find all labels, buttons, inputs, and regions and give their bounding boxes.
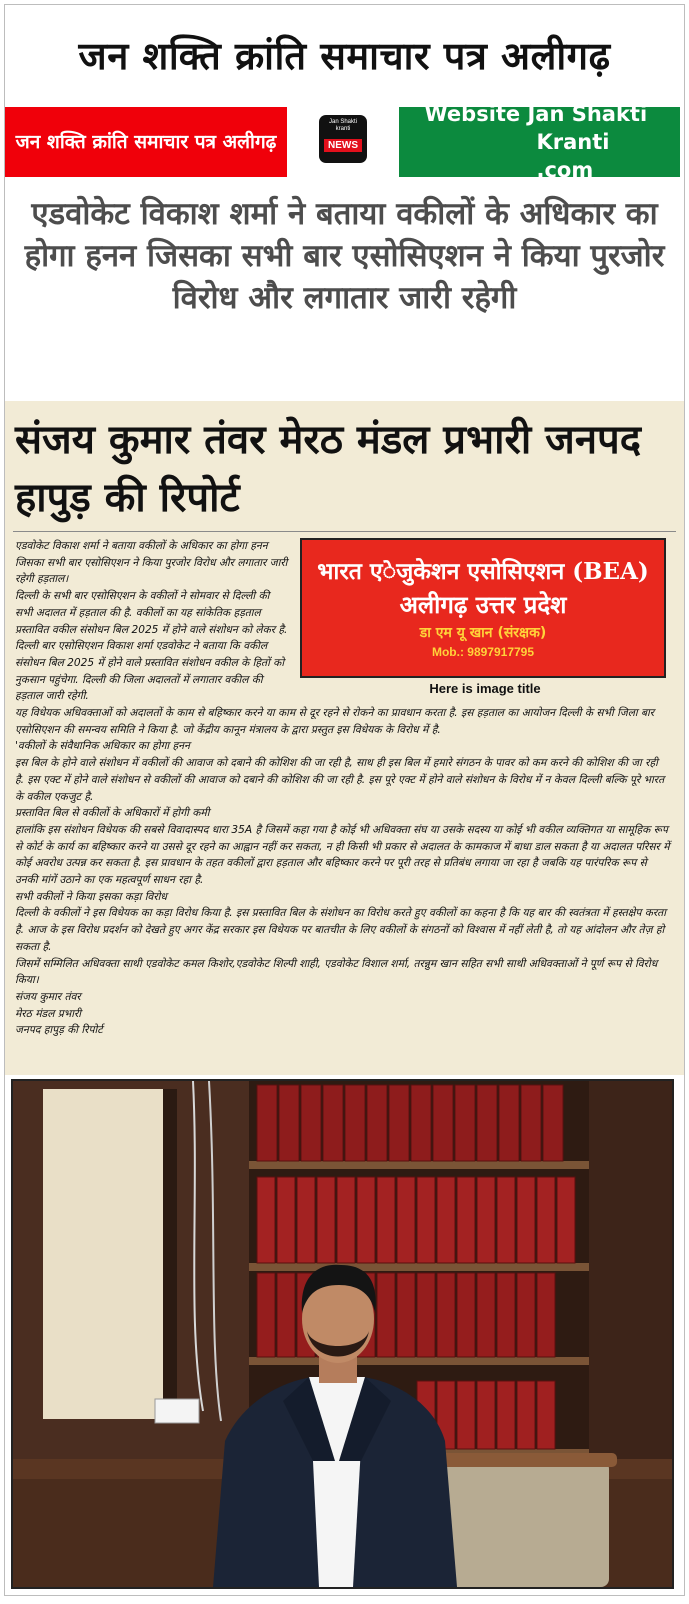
banner-line-1: भारत एेजुकेशन एसोसिएशन (BEA) [317, 558, 649, 585]
article-paragraph: दिल्ली के सभी बार एसोसिएशन के वकीलों ने सोमवार से दिल्ली की सभी अदालत में हड़ताल की है. वकीलों का यह सांकेतिक हड़ताल प्रस्तावित वकील संसोधन बिल 2025 में होने वाले संशोधन को लेकर है. दिल्ली बार एसोसिएशन विकाश शर्मा एडवोकेट ने बताया कि वकील संसोधन बिल 2025 में होने वाले प्रस्तावित संशोधन वकील के हितों को नुकसान पहुंचेगा. दिल्ली की जिला अदालतों में लगातार वकील की हड़ताल जारी रहेगी. [15, 590, 288, 703]
article-figure [300, 538, 670, 700]
logo-line-2: kranti [335, 126, 351, 132]
website-line-2: Kranti .com [536, 130, 610, 182]
article-body [15, 538, 670, 1039]
article-subheading: 'वकीलों के संवैधानिक अधिकार का होगा हनन [15, 740, 190, 753]
website-bar[interactable] [399, 102, 680, 182]
banner-line-3: डा एम यू खान (संरक्षक) [419, 625, 547, 641]
banner-line-2: अलीगढ़ उत्तर प्रदेश [399, 590, 567, 619]
advocate-photo [11, 1079, 674, 1589]
article-paragraph: इस बिल के होने वाले संशोधन में वकीलों की आवाज को दबाने की कोशिश की जा रही है, साथ ही इस बिल में हमारे संगठन के पावर को कम करने की कोशिश की जा रही है. इस एक्ट में होने वाले संशोधन से वकीलों की आवाज को दबाने की कोशिश की जा रही है. इस पूरे एक्ट में होने वाले संशोधन के विरोध में न केवल दिल्ली बल्कि पूरे भारत के वकील एकजुट है. [15, 757, 665, 803]
article-paragraph: हालांकि इस संशोधन विधेयक की सबसे विवादास्पद धारा 35A है जिसमें कहा गया है कोई भी अधिवक्ता संघ या उसके सदस्य या कोई भी वकील व्यक्तिगत या सामूहिक रूप से कोर्ट के कार्य का बहिष्कार करने या उससे दूर रहने का आह्वान नहीं कर सकता, न ही किसी भी प्रकार से अदालत के कामकाज में बाधा डाल सकता है या अदालत परिसर में कोई अवरोध उत्पन्न कर सकता है. इस प्रावधान के तहत वकीलों द्वारा हड़ताल और बहिष्कार करने पर पूरी तरह से प्रतिबंध लगाया जा रहा है जबकि यह पारंपरिक रूप से उनकी मांगें उठाने का एक महत्वपूर्ण साधन रहा है. [15, 823, 670, 887]
reporter-heading: संजय कुमार तंवर मेरठ मंडल प्रभारी जनपद हापुड़ की रिपोर्ट [15, 417, 641, 521]
signature-title: मेरठ मंडल प्रभारी [15, 1007, 82, 1020]
masthead [5, 5, 684, 105]
figure-caption: Here is image title [429, 681, 541, 696]
article-subheading: सभी वकीलों ने किया इसका कड़ा विरोध [15, 890, 167, 903]
article-paragraph: दिल्ली के वकीलों ने इस विधेयक का कड़ा विरोध किया है. इस प्रस्तावित बिल के संशोधन का विरोध करते हुए वकीलों का कहना है कि यह बार की स्वतंत्रता में हस्तक्षेप करता है. आज के इस विरोध प्रदर्शन को देखते हुए अगर केंद्र सरकार इस विधेयक पर बातचीत के लिए वकीलों के संगठनों को विश्वास में नहीं लेती है, तो यह आंदोलन और तेज़ हो सकता है. [15, 907, 666, 953]
banner-line-4: Mob.: 9897917795 [431, 645, 535, 659]
article-paragraph: एडवोकेट विकाश शर्मा ने बताया वकीलों के अधिकार का होगा हनन जिसका सभी बार एसोसिएशन ने किया पुरजोर विरोध और लगातार जारी रहेगी हड़ताल। [15, 540, 288, 586]
article-paragraph: यह विधेयक अधिवक्ताओं को अदालतों के काम से बहिष्कार करने या काम से दूर रहने से रोकने का प्रावधान करता है. इस हड़ताल का आयोजन दिल्ली के सभी जिला बार एसोसिएशन की समन्वय समिति ने किया है. जो केंद्रीय कानून मंत्रालय के द्वारा प्रस्तुत इस विधेयक के विरोध में है. [15, 707, 655, 736]
jan-shakti-news-logo [319, 115, 367, 163]
website-line-1: Website Jan Shakti [424, 102, 648, 126]
article-subheading: प्रस्तावित बिल से वकीलों के अधिकारों में होगी कमी [15, 807, 210, 820]
masthead-title: जन शक्ति क्रांति समाचार पत्र अलीगढ़ [78, 34, 611, 78]
newspaper-name-bar [5, 107, 287, 177]
signature-report: जनपद हापुड़ की रिपोर्ट [15, 1024, 103, 1037]
bea-banner-image [300, 538, 666, 678]
logo-line-1: Jan Shakti [328, 119, 358, 125]
newspaper-name-label: जन शक्ति क्रांति समाचार पत्र अलीगढ़ [15, 131, 277, 153]
logo-news-badge: NEWS [324, 139, 362, 152]
article-paragraph: जिसमें सम्मिलित अधिवक्ता साथी एडवोकेट कमल किशोर,एडवोकेट शिल्पी शाही, एडवोकेट विशाल शर्मा, तरन्नुम खान सहित सभी साथी अधिवक्ताओं ने पूर्ण रूप से विरोध किया। [15, 957, 658, 987]
signature-name: संजय कुमार तंवर [15, 990, 81, 1003]
article-headline: एडवोकेट विकाश शर्मा ने बताया वकीलों के अधिकार का होगा हनन जिसका सभी बार एसोसिएशन ने किया पुरजोर विरोध और लगातार जारी रहेगी [24, 196, 665, 316]
section-divider [13, 531, 676, 532]
newspaper-page [4, 4, 685, 1596]
